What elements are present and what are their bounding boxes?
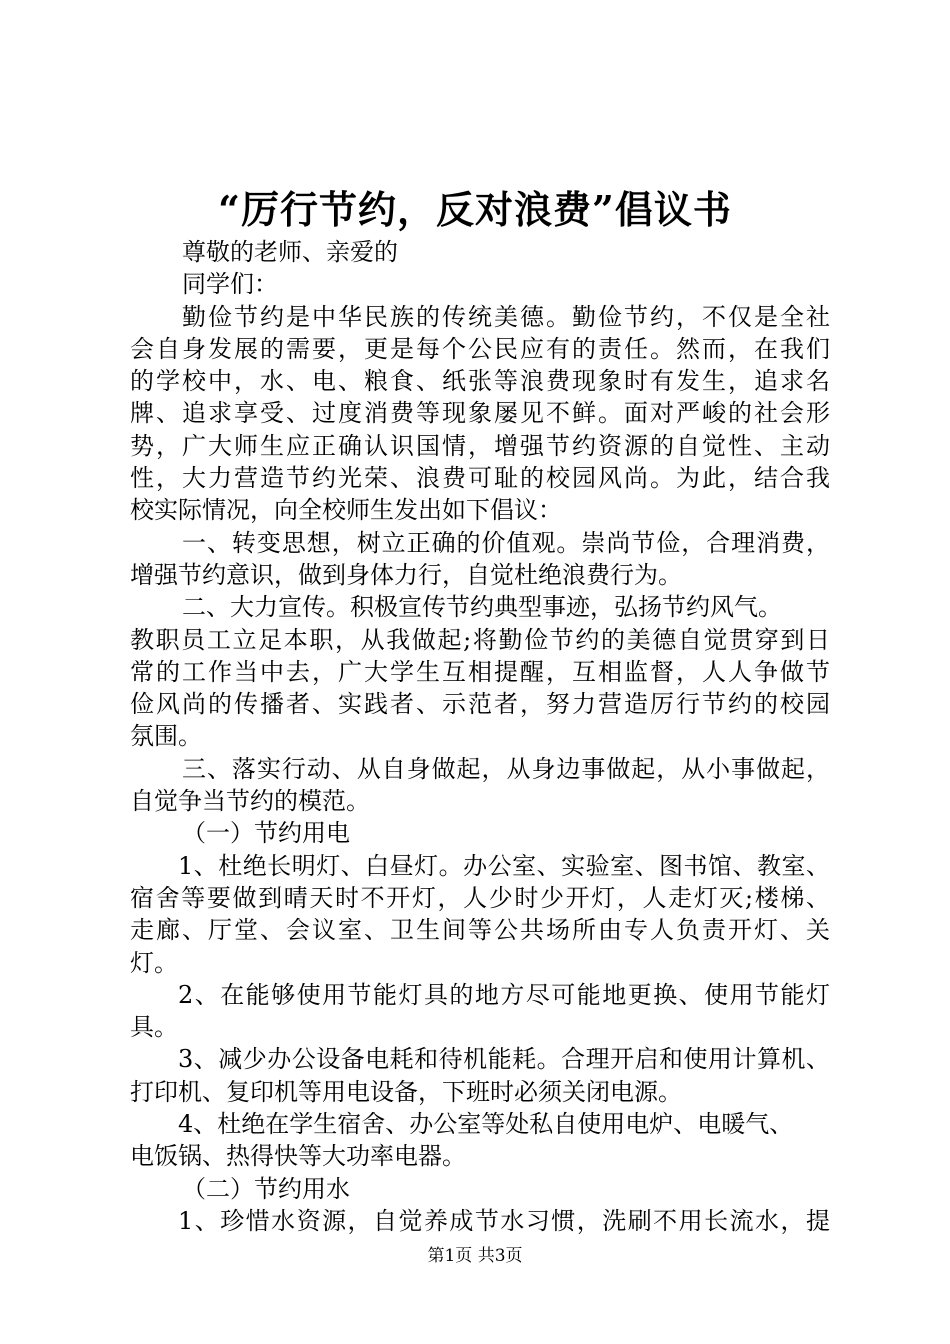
paragraph-line: 增强节约意识，做到身体力行，自觉杜绝浪费行为。 xyxy=(130,560,682,589)
paragraph-line: 勤俭节约是中华民族的传统美德。勤俭节约，不仅是全社 xyxy=(182,302,830,331)
page-footer: 第1页 共3页 xyxy=(427,1246,523,1266)
paragraph-line: 牌、追求享受、过度消费等现象屡见不鲜。面对严峻的社会形 xyxy=(130,399,830,428)
salutation-line-1: 尊敬的老师、亲爱的 xyxy=(182,238,398,266)
paragraph-line: 三、落实行动、从自身做起，从身边事做起，从小事做起， xyxy=(182,754,830,783)
paragraph-line: 电饭锅、热得快等大功率电器。 xyxy=(130,1142,466,1171)
paragraph-line: 常的工作当中去，广大学生互相提醒，互相监督，人人争做节 xyxy=(130,657,830,686)
document-title: “厉行节约，反对浪费”倡议书 xyxy=(218,187,732,232)
paragraph-line: 性，大力营造节约光荣、浪费可耻的校园风尚。为此，结合我 xyxy=(130,464,830,493)
paragraph-line: 1、杜绝长明灯、白昼灯。办公室、实验室、图书馆、教室、 xyxy=(178,851,830,880)
salutation-line-2: 同学们： xyxy=(182,270,278,299)
paragraph-line: 具。 xyxy=(130,1013,178,1042)
paragraph-line: 1、珍惜水资源，自觉养成节水习惯，洗刷不用长流水，提 xyxy=(178,1206,830,1235)
paragraph-line: 俭风尚的传播者、实践者、示范者，努力营造厉行节约的校园 xyxy=(130,690,830,719)
paragraph-line: 教职员工立足本职，从我做起;将勤俭节约的美德自觉贯穿到日 xyxy=(130,625,830,654)
section-heading: （二）节约用水 xyxy=(182,1174,350,1203)
paragraph-line: 4、杜绝在学生宿舍、办公室等处私自使用电炉、电暖气、 xyxy=(178,1110,794,1139)
paragraph-line: 自觉争当节约的模范。 xyxy=(130,787,370,816)
paragraph-line: 宿舍等要做到晴天时不开灯，人少时少开灯，人走灯灭;楼梯、 xyxy=(130,883,830,912)
document-body xyxy=(130,236,830,1237)
paragraph-line: 打印机、复印机等用电设备，下班时必须关闭电源。 xyxy=(130,1077,682,1106)
section-heading: （一）节约用电 xyxy=(182,819,350,848)
paragraph-line: 2、在能够使用节能灯具的地方尽可能地更换、使用节能灯 xyxy=(178,980,830,1009)
paragraph-line: 的学校中，水、电、粮食、纸张等浪费现象时有发生，追求名 xyxy=(130,367,830,396)
paragraph-line: 校实际情况，向全校师生发出如下倡议： xyxy=(130,496,562,525)
paragraph-line: 二、大力宣传。积极宣传节约典型事迹，弘扬节约风气。 xyxy=(182,593,782,622)
paragraph-line: 3、减少办公设备电耗和待机能耗。合理开启和使用计算机、 xyxy=(178,1045,830,1074)
paragraph-line: 势，广大师生应正确认识国情，增强节约资源的自觉性、主动 xyxy=(130,431,830,460)
paragraph-line: 一、转变思想，树立正确的价值观。崇尚节俭，合理消费， xyxy=(182,528,830,557)
paragraph-line: 灯。 xyxy=(130,948,178,977)
paragraph-line: 会自身发展的需要，更是每个公民应有的责任。然而，在我们 xyxy=(130,334,830,363)
paragraph-line: 氛围。 xyxy=(130,722,202,751)
paragraph-line: 走廊、厅堂、会议室、卫生间等公共场所由专人负责开灯、关 xyxy=(130,916,830,945)
